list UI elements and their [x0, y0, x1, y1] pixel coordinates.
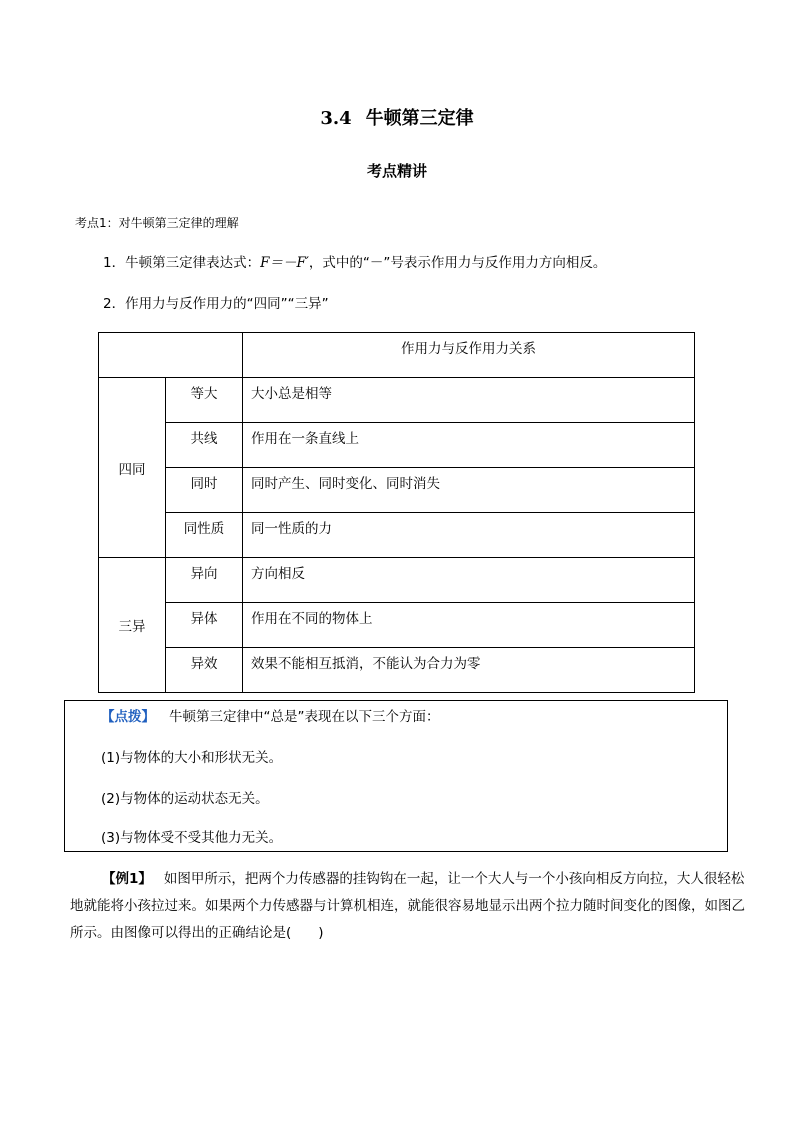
table-row [99, 603, 695, 648]
page-title [0, 104, 794, 130]
topic-heading: 考点1：对牛顿第三定律的理解 [75, 216, 239, 230]
example-text: 如图甲所示，把两个力传感器的挂钩钩在一起，让一个大人与一个小孩向相反方向拉，大人很轻松地就能将小孩拉过来。如果两个力传感器与计算机相连，就能很容易地显示出两个拉力随时间变化的图像，如图乙所示。由图像可以得出的正确结论是( ) [70, 871, 745, 941]
group-label: 四同 [99, 378, 166, 558]
relation-table [98, 332, 695, 693]
example-question [70, 866, 750, 947]
row-key: 异向 [166, 558, 243, 603]
tip-box [64, 700, 728, 852]
table-row [99, 468, 695, 513]
row-key: 共线 [166, 423, 243, 468]
tip-label: 【点拨】 [101, 709, 155, 725]
example-label: 【例1】 [102, 871, 152, 887]
row-value: 同一性质的力 [243, 513, 695, 558]
tip-item: (2)与物体的运动状态无关。 [101, 791, 269, 807]
section-title: 牛顿第三定律 [365, 108, 474, 129]
section-number: 3.4 [320, 108, 352, 129]
paragraph-formula-suffix: ，式中的“－”号表示作用力与反作用力方向相反。 [308, 255, 607, 271]
tip-intro: 牛顿第三定律中“总是”表现在以下三个方面： [169, 709, 440, 725]
table-header-row [99, 333, 695, 378]
row-value: 作用在一条直线上 [243, 423, 695, 468]
paragraph-formula [103, 251, 606, 271]
group-label: 三异 [99, 558, 166, 693]
tip-item: (1)与物体的大小和形状无关。 [101, 750, 283, 766]
row-value: 方向相反 [243, 558, 695, 603]
table-row [99, 558, 695, 603]
table-header-empty [99, 333, 243, 378]
paragraph-table-intro: 2．作用力与反作用力的“四同”“三异” [103, 296, 329, 312]
formula: F＝－F′ [260, 255, 309, 271]
row-key: 同性质 [166, 513, 243, 558]
table-row [99, 378, 695, 423]
table-row [99, 648, 695, 693]
row-value: 作用在不同的物体上 [243, 603, 695, 648]
table-header: 作用力与反作用力关系 [243, 333, 695, 378]
tip-item: (3)与物体受不受其他力无关。 [101, 830, 283, 846]
row-value: 同时产生、同时变化、同时消失 [243, 468, 695, 513]
row-key: 同时 [166, 468, 243, 513]
page-subtitle: 考点精讲 [366, 162, 427, 180]
table-row [99, 513, 695, 558]
row-key: 异效 [166, 648, 243, 693]
row-value: 大小总是相等 [243, 378, 695, 423]
paragraph-formula-prefix: 1．牛顿第三定律表达式： [103, 255, 261, 271]
row-value: 效果不能相互抵消，不能认为合力为零 [243, 648, 695, 693]
tip-intro-line [101, 705, 440, 725]
row-key: 等大 [166, 378, 243, 423]
table-row [99, 423, 695, 468]
row-key: 异体 [166, 603, 243, 648]
